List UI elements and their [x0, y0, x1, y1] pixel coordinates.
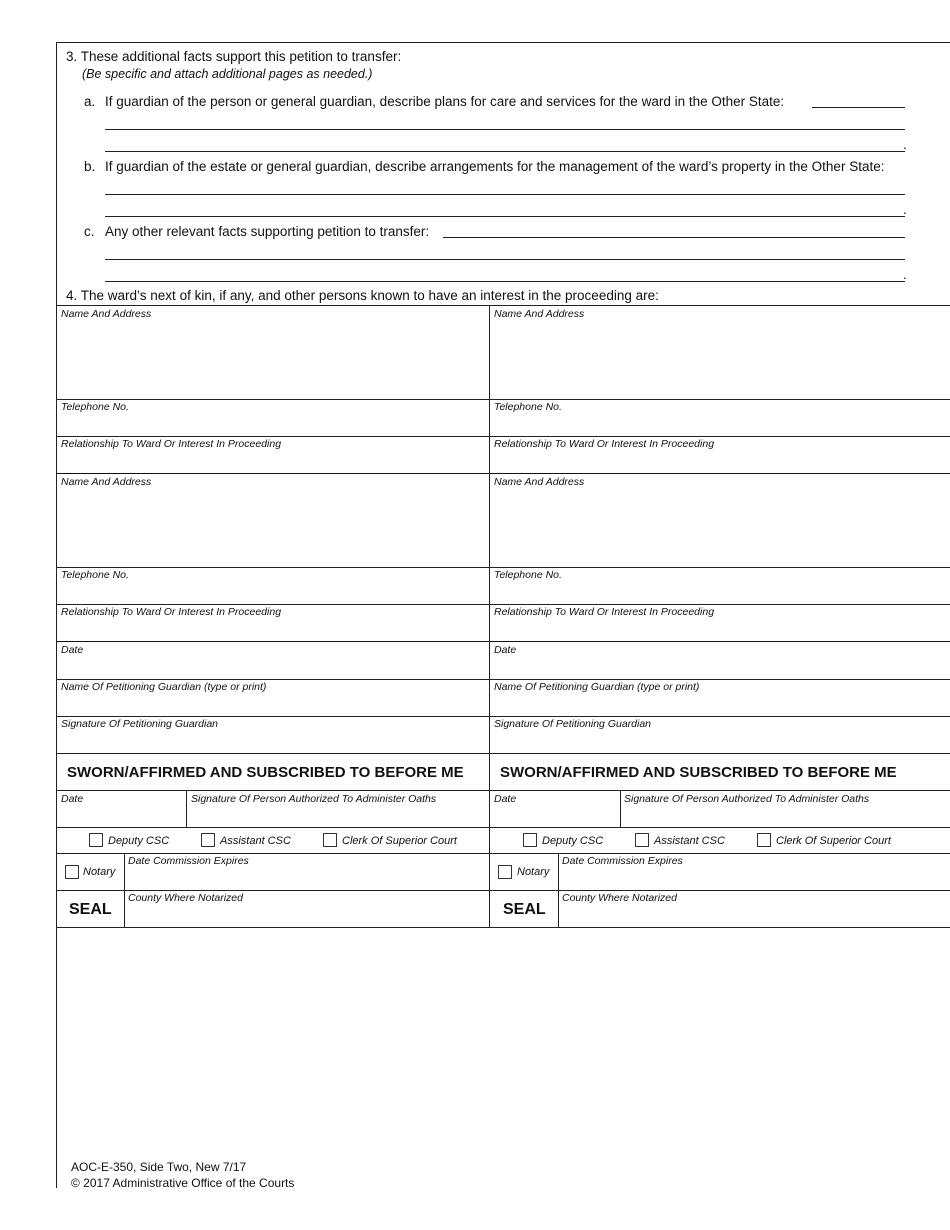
item3b-text: If guardian of the estate or general guardian, describe arrangements for the management of the ward’s property in the Other State: — [105, 159, 885, 174]
rule-679 — [56, 679, 950, 680]
right-sworn-heading: SWORN/AFFIRMED AND SUBSCRIBED TO BEFORE ME — [500, 764, 897, 781]
item3b-letter: b. — [84, 159, 96, 174]
right-relationship-1-label: Relationship To Ward Or Interest In Proceeding — [494, 438, 715, 450]
item3c-field-line-2[interactable] — [105, 281, 905, 282]
right-seal: SEAL — [503, 901, 546, 918]
right-guardian-signature-label: Signature Of Petitioning Guardian — [494, 718, 652, 730]
right-name-address-2-label: Name And Address — [494, 476, 585, 488]
rule-306 — [56, 305, 950, 306]
rule-400 — [56, 399, 950, 400]
left-telephone-2-label: Telephone No. — [61, 569, 129, 581]
left-relationship-2-label: Relationship To Ward Or Interest In Proceeding — [61, 606, 282, 618]
rule-716 — [56, 716, 950, 717]
rule-437 — [56, 436, 950, 437]
notary-divider-right — [558, 853, 559, 927]
left-guardian-name-label: Name Of Petitioning Guardian (type or print) — [61, 681, 267, 693]
left-oath-date-label: Date — [61, 793, 84, 805]
rule-641 — [56, 641, 950, 642]
right-telephone-1-label: Telephone No. — [494, 401, 562, 413]
right-deputy-csc-checkbox[interactable] — [523, 833, 537, 847]
right-commission-expires-label: Date Commission Expires — [562, 855, 683, 867]
left-county-label: County Where Notarized — [128, 892, 243, 904]
oath-divider-left — [186, 790, 187, 827]
center-divider — [489, 305, 490, 927]
form-id: AOC-E-350, Side Two, New 7/17 — [71, 1160, 247, 1174]
right-telephone-2-label: Telephone No. — [494, 569, 562, 581]
item3a-text: If guardian of the person or general guardian, describe plans for care and services for the ward in the Other State: — [105, 94, 785, 109]
right-name-address-1-label: Name And Address — [494, 308, 585, 320]
item3c-text: Any other relevant facts supporting petition to transfer: — [105, 224, 430, 239]
left-notary-label: Notary — [83, 866, 116, 878]
right-assistant-csc-label: Assistant CSC — [654, 835, 725, 847]
rule-753 — [56, 753, 950, 754]
item3a-field-line-2[interactable] — [105, 151, 905, 152]
right-clerk-label: Clerk Of Superior Court — [776, 835, 891, 847]
rule-927 — [56, 927, 950, 928]
item3b-field-line-1[interactable] — [105, 194, 905, 195]
item3c-field-line-1[interactable] — [105, 259, 905, 260]
left-commission-expires-label: Date Commission Expires — [128, 855, 249, 867]
left-oath-signature-label: Signature Of Person Authorized To Administer Oaths — [191, 793, 437, 805]
item3c-letter: c. — [84, 224, 95, 239]
item3b-field-line-2[interactable] — [105, 216, 905, 217]
left-guardian-signature-label: Signature Of Petitioning Guardian — [61, 718, 219, 730]
item3-heading: 3. These additional facts support this petition to transfer: — [66, 49, 402, 64]
item3a-field-inline[interactable] — [812, 107, 905, 108]
item3-instruction: (Be specific and attach additional pages as needed.) — [82, 67, 373, 81]
rule-604 — [56, 604, 950, 605]
right-notary-label: Notary — [517, 866, 550, 878]
item3b-period: . — [903, 202, 907, 217]
right-name-address-2-field[interactable] — [491, 490, 946, 566]
left-sworn-heading: SWORN/AFFIRMED AND SUBSCRIBED TO BEFORE ME — [67, 764, 464, 781]
right-assistant-csc-checkbox[interactable] — [635, 833, 649, 847]
item3a-period: . — [903, 137, 907, 152]
left-assistant-csc-checkbox[interactable] — [201, 833, 215, 847]
item3a-letter: a. — [84, 94, 96, 109]
right-name-address-1-field[interactable] — [491, 322, 946, 398]
left-date-label: Date — [61, 644, 84, 656]
copyright: © 2017 Administrative Office of the Courts — [71, 1176, 295, 1190]
rule-853 — [56, 853, 950, 854]
page-left-border — [56, 42, 57, 1188]
left-name-address-1-label: Name And Address — [61, 308, 152, 320]
rule-790 — [56, 790, 950, 791]
rule-567 — [56, 567, 950, 568]
left-name-address-2-label: Name And Address — [61, 476, 152, 488]
left-assistant-csc-label: Assistant CSC — [220, 835, 291, 847]
right-deputy-csc-label: Deputy CSC — [542, 835, 604, 847]
page-top-border — [56, 42, 950, 43]
left-name-address-1-field[interactable] — [58, 322, 488, 398]
right-relationship-2-label: Relationship To Ward Or Interest In Proceeding — [494, 606, 715, 618]
left-telephone-1-label: Telephone No. — [61, 401, 129, 413]
left-clerk-label: Clerk Of Superior Court — [342, 835, 457, 847]
rule-827 — [56, 827, 950, 828]
right-oath-date-label: Date — [494, 793, 517, 805]
left-seal: SEAL — [69, 901, 112, 918]
left-notary-checkbox[interactable] — [65, 865, 79, 879]
oath-divider-right — [620, 790, 621, 827]
right-guardian-name-label: Name Of Petitioning Guardian (type or print) — [494, 681, 700, 693]
left-relationship-1-label: Relationship To Ward Or Interest In Proceeding — [61, 438, 282, 450]
right-clerk-checkbox[interactable] — [757, 833, 771, 847]
right-notary-checkbox[interactable] — [498, 865, 512, 879]
notary-divider-left — [124, 853, 125, 927]
left-deputy-csc-label: Deputy CSC — [108, 835, 170, 847]
right-county-label: County Where Notarized — [562, 892, 677, 904]
right-oath-signature-label: Signature Of Person Authorized To Administer Oaths — [624, 793, 870, 805]
rule-890 — [56, 890, 950, 891]
item4-heading: 4. The ward’s next of kin, if any, and other persons known to have an interest in the proceeding are: — [66, 288, 659, 303]
left-deputy-csc-checkbox[interactable] — [89, 833, 103, 847]
rule-474 — [56, 473, 950, 474]
item3a-field-line-1[interactable] — [105, 129, 905, 130]
left-clerk-checkbox[interactable] — [323, 833, 337, 847]
left-name-address-2-field[interactable] — [58, 490, 488, 566]
right-date-label: Date — [494, 644, 517, 656]
item3c-field-inline[interactable] — [443, 237, 905, 238]
item3c-period: . — [903, 267, 907, 282]
